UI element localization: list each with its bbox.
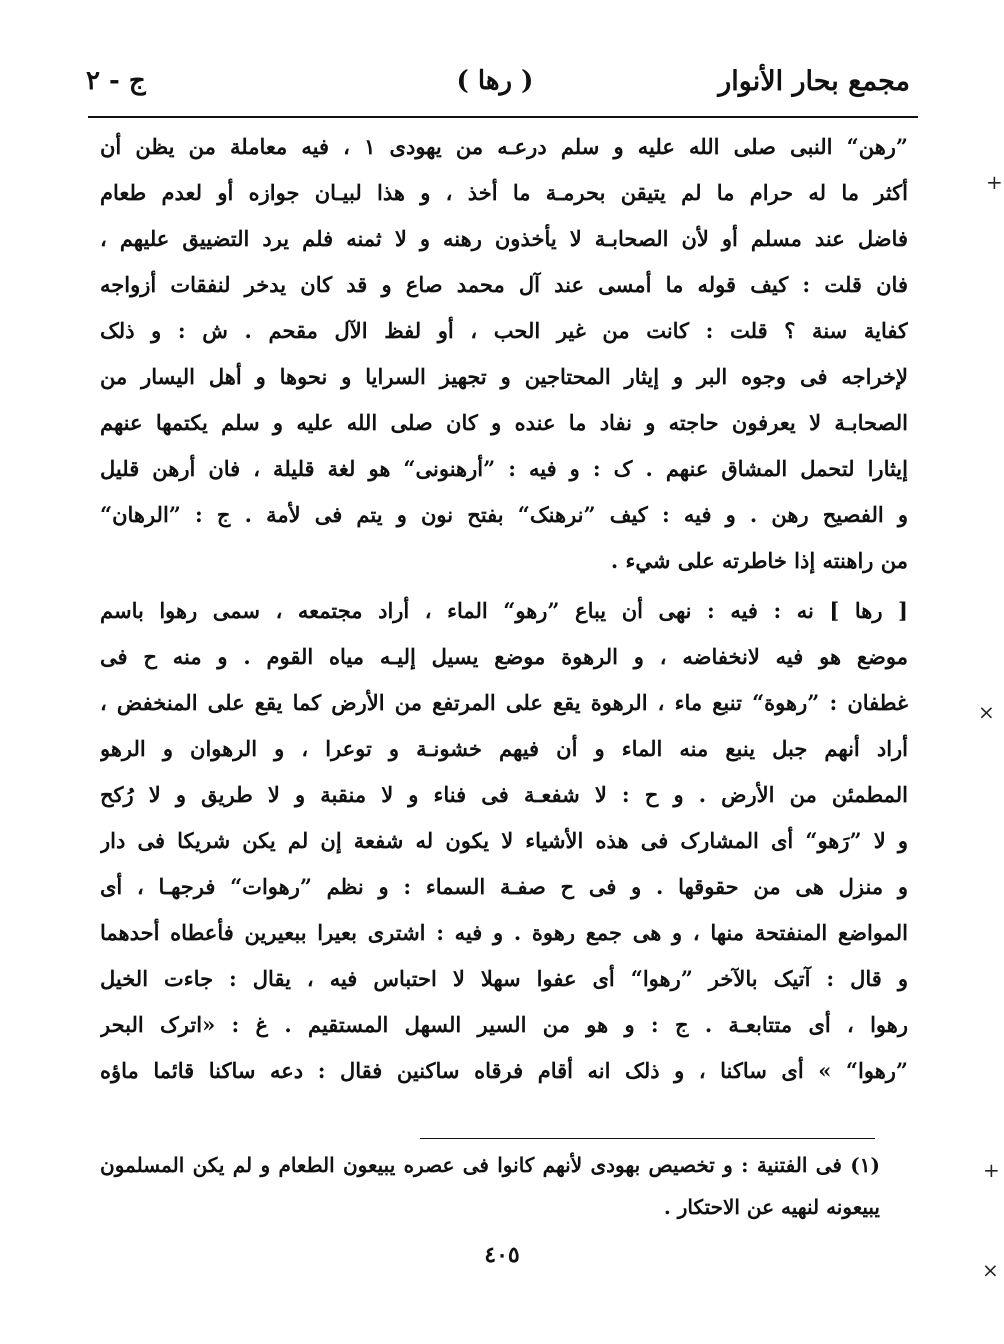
footnote-rule <box>420 1138 875 1139</box>
header-rule <box>88 116 918 118</box>
text-line: المطمئن من الأرض . و ح : لا شفعـة فی فناء و لا منقبة و لا طریق و لا رُکح <box>100 782 908 807</box>
text-line: موضع هو فیه لانخفاضه ، و الرهوة موضع یسیل إلیـه میاه القوم . و منه ح فی <box>100 644 908 669</box>
running-header <box>80 62 910 106</box>
text-line: إیثارا لتحمل المشاق عنهم . ک : و فیه : ”أرهنونی“ هو لغة قلیلة ، فان أرهن قلیل <box>100 456 908 481</box>
section-heading: ( رها ) <box>456 66 534 96</box>
footnote-line: یبیعونه لنهیه عن الاحتکار . <box>663 1195 880 1219</box>
main-text <box>100 124 908 1094</box>
text-line: المواضع المنفتحة منها ، و هی جمع رهوة . و فیه : اشتری بعیرا ببعیرین فأعطاه أحدهما <box>100 920 908 945</box>
margin-mark: × <box>982 1258 999 1282</box>
footnotes <box>100 1144 880 1228</box>
margin-mark: + <box>986 170 1003 194</box>
text-line: و لا ”رَهو“ أی المشارک فی هذه الأشیاء لا یکون له شفعة إن لم یکن شریکا فی دار <box>100 828 908 853</box>
text-line: فاضل عند مسلم أو لأن الصحابـة لا یأخذون رهنه و لا ثمنه فلم یرد التضییق علیهم ، <box>100 226 908 251</box>
text-line: غطفان : ”رهوة“ تنبع ماء ، الرهوة یقع علی المرتفع من الأرض کما یقع علی المنخفض ، <box>100 690 908 715</box>
text-line: أکثر ما له حرام ما لم یتیقن بحرمـة ما أخذ ، و هذا لبیـان جوازه أو لعدم طعام <box>100 180 908 205</box>
text-line: رهوا ، أی متتابعـة . ج : و هو من السیر السهل المستقیم . غ : «اترک البحر <box>100 1012 908 1037</box>
text-line: و الفصیح رهن . و فیه : کیف ”نرهنک“ بفتح نون و یتم فی لأمة . ج : ”الرهان“ <box>100 502 908 527</box>
page-number: ٤٠٥ <box>484 1242 520 1268</box>
margin-mark: × <box>978 700 995 724</box>
book-title: مجمع بحار الأنوار <box>718 66 910 97</box>
text-line: و منزل هی من حقوقها . و فی ح صفـة السماء : و نظم ”رهوات“ فرجهـا ، أی <box>100 874 908 899</box>
margin-mark: + <box>983 1158 1000 1182</box>
text-line: من راهنته إذا خاطرته علی شيء . <box>610 548 908 573</box>
text-line: ”رهن“ النبی صلی الله علیه و سلم درعـه من یهودی ١ ، فیه معاملة من یظن أن <box>100 134 908 159</box>
footnote-line: (١) فی الفتنیة : و تخصیص بهودی لأنهم کانوا فی عصره یبیعون الطعام و لم یکن المسلمون <box>100 1153 880 1177</box>
text-line: لإخراجه فی وجوه البر و إیثار المحتاجین و تجهیز السرایا و نحوها و أهل الیسار من <box>100 364 908 389</box>
text-line: کفایة سنة ؟ قلت : کانت من غیر الحب ، أو لفظ الآل مقحم . ش : و ذلک <box>100 318 908 343</box>
text-line: الصحابـة لا یعرفون حاجته و نفاد ما عنده و کان صلی الله علیه و سلم یکتمها عنهم <box>100 410 908 435</box>
text-line: فان قلت : کیف قوله ما أمسی عند آل محمد صاع و قد کان یدخر لنفقات أزواجه <box>100 272 908 297</box>
volume-label: ج - ٢ <box>86 66 146 96</box>
entry-start-line: [ رها ] نه : فیه : نهی أن یباع ”رهو“ الماء ، أراد مجتمعه ، سمی رهوا باسم <box>100 598 908 623</box>
text-line: أراد أنهم جبل ینبع منه الماء و أن فیهم خشونـة و توعرا ، و الرهوان و الرهو <box>100 736 908 761</box>
text-line: ”رهوا“ » أی ساکنا ، و ذلک انه أقام فرقاه ساکنین فقال : دعه ساکنا قائما ماؤه <box>100 1058 908 1083</box>
text-line: و قال : آتیک بالآخر ”رهوا“ أی عفوا سهلا لا احتباس فیه ، یقال : جاءت الخیل <box>100 966 908 991</box>
